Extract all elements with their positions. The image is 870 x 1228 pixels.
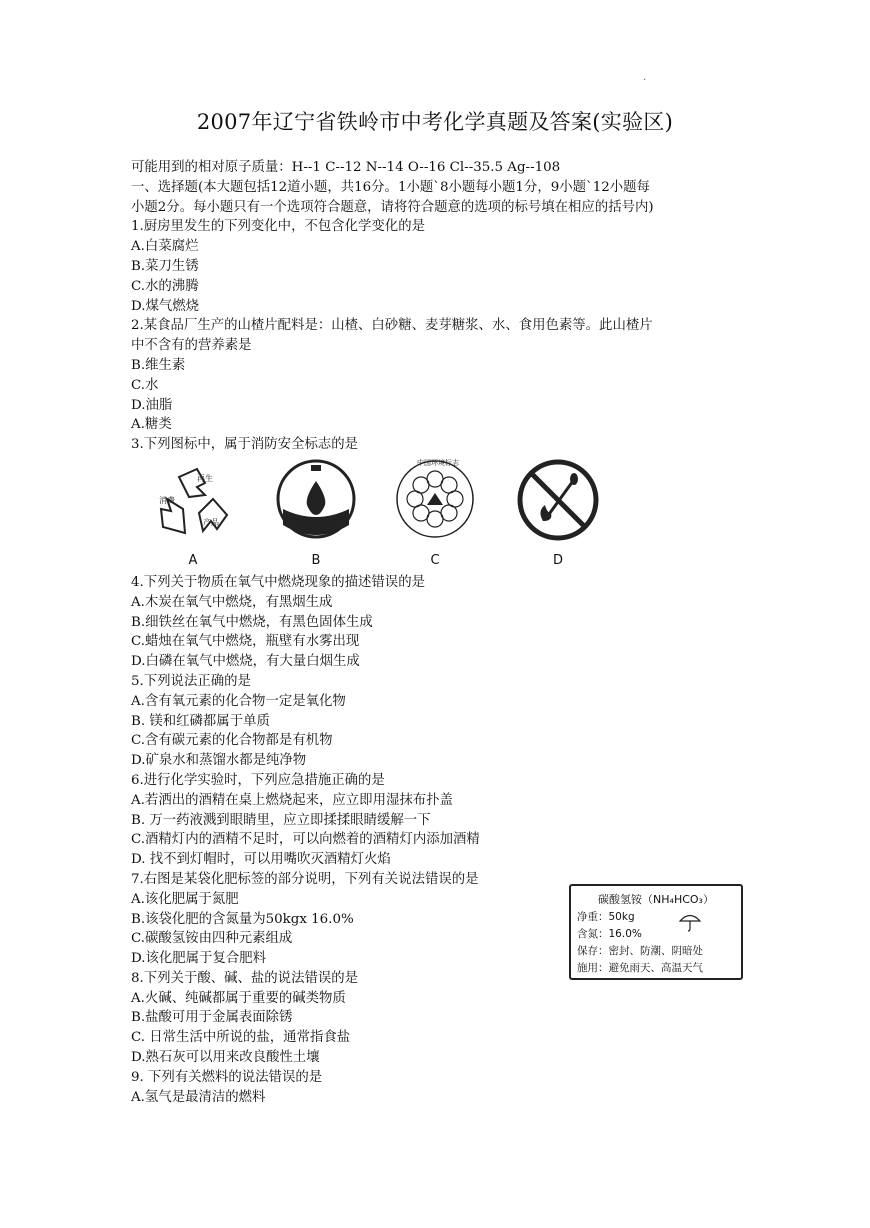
option: A.若洒出的酒精在桌上燃烧起来，应立即用湿抹布扑盖: [131, 792, 453, 808]
section-instructions-2: 小题2分。每小题只有一个选项符合题意，请将符合题意的选项的标号填在相应的括号内): [131, 199, 654, 215]
option: C.酒精灯内的酒精不足时，可以向燃着的酒精灯内添加酒精: [131, 832, 480, 848]
recycle-icon: [145, 455, 241, 551]
option: A.火碱、纯碱都属于重要的碱类物质: [131, 990, 346, 1006]
figure-b: [271, 455, 381, 573]
option: A.木炭在氧气中燃烧，有黑烟生成: [131, 594, 333, 610]
option: C. 日常生活中所说的盐，通常指食盐: [131, 1030, 351, 1046]
env-label-text: 中国环境标志: [417, 458, 459, 467]
figure-label-a: A: [188, 552, 198, 568]
document-body: [131, 158, 751, 1107]
option: D.煤气燃烧: [131, 298, 200, 314]
option: C.水: [131, 377, 159, 393]
option: B. 万一药液溅到眼睛里，应立即揉揉眼睛缓解一下: [131, 812, 431, 828]
figure-d: [513, 455, 623, 573]
option: B.维生素: [131, 357, 186, 373]
fertilizer-storage: 保存：密封、防潮、阴暗处: [577, 944, 703, 957]
question-stem: 8.下列关于酸、碱、盐的说法错误的是: [131, 970, 359, 986]
fertilizer-nitrogen: 含氮：16.0%: [577, 927, 642, 940]
option: B.盐酸可用于金属表面除锈: [131, 1010, 293, 1026]
question-stem: 7.右图是某袋化肥标签的部分说明，下列有关说法错误的是: [131, 871, 479, 887]
no-matches-icon: [513, 455, 603, 545]
umbrella-icon: [679, 912, 701, 932]
fertilizer-usage: 施用：避免雨天、高温天气: [577, 961, 703, 974]
fertilizer-net-weight: 净重：50kg: [577, 910, 635, 923]
option: C.含有碳元素的化合物都是有机物: [131, 733, 333, 749]
option: B.细铁丝在氧气中燃烧，有黑色固体生成: [131, 614, 373, 630]
option: D. 找不到灯帽时，可以用嘴吹灭酒精灯火焰: [131, 852, 391, 868]
question-stem-continued: 中不含有的营养素是: [131, 338, 252, 354]
figure-label-b: B: [311, 552, 321, 568]
option: A.氢气是最清洁的燃料: [131, 1089, 266, 1105]
option: D.熟石灰可以用来改良酸性土壤: [131, 1050, 320, 1066]
question-stem: 9. 下列有关燃料的说法错误的是: [131, 1069, 323, 1085]
question-stem: 2.某食品厂生产的山楂片配料是：山楂、白砂糖、麦芽糖浆、水、食用色素等。此山楂片: [131, 318, 653, 334]
option: D.油脂: [131, 397, 173, 413]
option: C.碳酸氢铵由四种元素组成: [131, 931, 293, 947]
option: B.菜刀生锈: [131, 258, 199, 274]
environmental-label-icon: [387, 455, 483, 545]
option: A.含有氧元素的化合物一定是氧化物: [131, 693, 346, 709]
page-title: 2007年辽宁省铁岭市中考化学真题及答案(实验区): [196, 110, 674, 134]
option: A.白菜腐烂: [131, 239, 199, 255]
figure-label-c: C: [430, 552, 440, 568]
option: B. 镁和红磷都属于单质: [131, 713, 270, 729]
recycle-text-renew: 再生: [197, 473, 213, 483]
atomic-masses: 可能用到的相对原子质量：H--1 C--12 N--14 O--16 Cl--35.5 Ag--108: [131, 160, 561, 175]
question-stem: 5.下列说法正确的是: [131, 673, 251, 689]
sign-figures: [131, 455, 751, 573]
option: A.糖类: [131, 417, 172, 433]
question-stem: 6.进行化学实验时，下列应急措施正确的是: [131, 772, 385, 788]
recycle-text-product: 产品: [203, 517, 219, 527]
question-stem: 3.下列图标中，属于消防安全标志的是: [131, 437, 359, 453]
question-stem: 1.厨房里发生的下列变化中，不包含化学变化的是: [131, 219, 425, 235]
option: C.水的沸腾: [131, 278, 199, 294]
option: D.白磷在氧气中燃烧，有大量白烟生成: [131, 654, 360, 670]
question-7: [131, 870, 751, 974]
option: B.该袋化肥的含氮量为50kgx 16.0%: [131, 911, 354, 927]
figure-label-d: D: [552, 552, 563, 568]
figure-a: [145, 455, 255, 573]
fertilizer-label-title: 碳酸氢铵（NH₄HCO₃）: [598, 892, 714, 906]
option: A.该化肥属于氮肥: [131, 891, 239, 907]
option: D.矿泉水和蒸馏水都是纯净物: [131, 753, 307, 769]
option: D.该化肥属于复合肥料: [131, 951, 267, 967]
figure-c: [387, 455, 497, 573]
recycle-text-consume: 消费: [159, 495, 175, 505]
question-stem: 4.下列关于物质在氧气中燃烧现象的描述错误的是: [131, 574, 425, 590]
option: C.蜡烛在氧气中燃烧，瓶壁有水雾出现: [131, 634, 360, 650]
section-instructions-1: 一、选择题(本大题包括12道小题，共16分。1小题`8小题每小题1分，9小题`12小题每: [131, 179, 650, 195]
water-drop-hand-icon: [271, 455, 361, 545]
corner-mark: .: [643, 72, 647, 83]
fertilizer-label: [569, 884, 743, 980]
